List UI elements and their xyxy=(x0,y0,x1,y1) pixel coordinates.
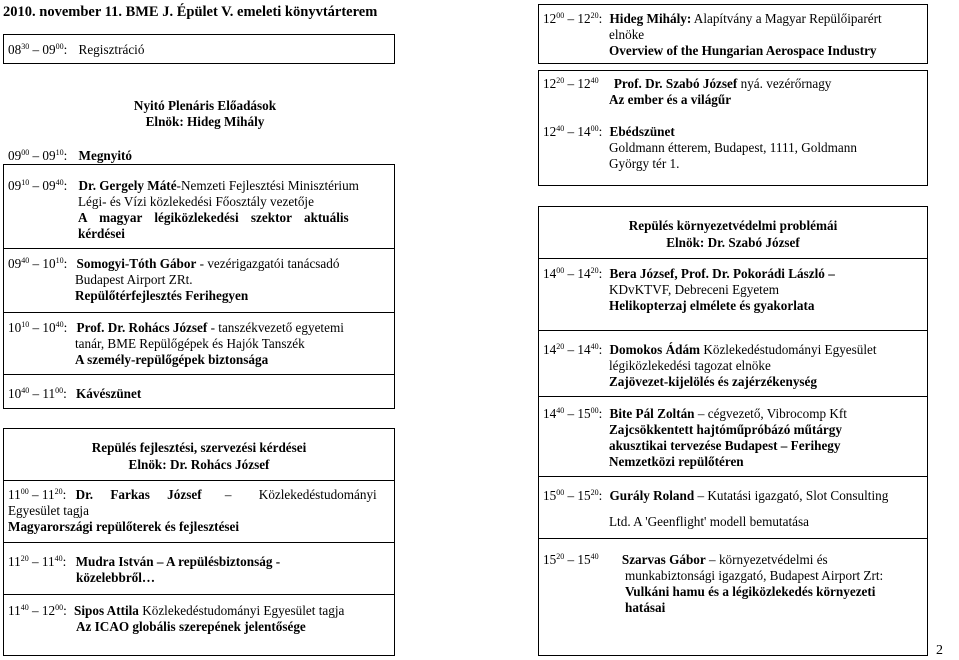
talk-title: Az ICAO globális szerepének jelentősége xyxy=(76,619,306,634)
lunch-label: Ebédszünet xyxy=(609,124,675,139)
opening-label: Megnyitó xyxy=(78,148,133,163)
szabo-entry: $12^{20} - 12^{40}$ Prof. Dr. Szabó József nyá. vezérőrnagy Az ember és a világűr xyxy=(543,76,927,108)
section3-title: Repülés környezetvédelmi problémái xyxy=(628,218,838,233)
speaker-name: Dr. Farkas József xyxy=(75,487,202,502)
section3-chair: Elnök: Dr. Szabó József xyxy=(666,235,800,250)
sipos-entry: $11^{40} - 12^{00}$: Sipos Attila Közlekedéstudományi Egyesület tagja Az ICAO globális szerepének jelentősége xyxy=(8,603,392,635)
plenary-box xyxy=(3,164,395,409)
speaker-name: Szarvas Gábor xyxy=(621,552,706,567)
talk-title: Vulkáni hamu és a légiközlekedés környezeti xyxy=(625,584,876,599)
section2-title: Repülés fejlesztési, szervezési kérdései xyxy=(91,440,307,455)
gergely-entry: $09^{10} - 09^{40}$: Dr. Gergely Máté-Nemzeti Fejlesztési Minisztérium Légi- és Vízi közlekedési Főosztály vezetője A magyar légiközlekedési szektor aktuális kérdései xyxy=(8,178,392,242)
bera-entry: $14^{00} - 14^{20}$: Bera József, Prof. Dr. Pokorádi László – KDvKTVF, Debreceni Egyetem Helikopterzaj elmélete és gyakorlata xyxy=(543,266,927,314)
talk-title: Zajcsökkentett hajtóműpróbázó műtárgy xyxy=(609,422,842,437)
page-title: 2010. november 11. BME J. Épület V. emeleti könyvtárterem xyxy=(3,4,378,20)
speaker-name: Bite Pál Zoltán xyxy=(609,406,695,421)
speaker-name: Dr. Gergely Máté xyxy=(78,178,177,193)
hideg-entry: $12^{00} - 12^{20}$: Hideg Mihály: Alapítvány a Magyar Repülőiparért elnöke Overview of the Hungarian Aerospace Industry xyxy=(543,11,927,59)
lunch-entry: $12^{40} - 14^{00}$: Ebédszünet Goldmann étterem, Budapest, 1111, Goldmann György tér 1. xyxy=(543,124,857,171)
speaker-name: Gurály Roland xyxy=(609,488,695,503)
talk-title: Helikopterzaj elmélete és gyakorlata xyxy=(609,298,815,313)
talk-title: Mudra István – A repülésbiztonság - xyxy=(75,554,281,569)
talk-title: A magyar légiközlekedési szektor aktuális xyxy=(78,210,349,225)
section2-chair: Elnök: Dr. Rohács József xyxy=(128,457,270,472)
mudra-entry: $11^{20} - 11^{40}$: Mudra István – A repülésbiztonság - közelebbről… xyxy=(8,554,281,585)
talk-title: Az ember és a világűr xyxy=(609,92,732,107)
coffee-row: $10^{40} - 11^{00}$: Kávészünet xyxy=(8,386,142,401)
domokos-entry: $14^{20} - 14^{40}$: Domokos Ádám Közlekedéstudományi Egyesület légiközlekedési tagozat elnöke Zajövezet-kijelölés és zajérzékenység xyxy=(543,342,927,390)
registration-label: Regisztráció xyxy=(78,42,145,57)
speaker-name: Prof. Dr. Rohács József xyxy=(76,320,208,335)
page-number: 2 xyxy=(936,643,943,658)
talk-title: Magyarországi repülőterek és fejlesztései xyxy=(8,519,240,534)
talk-title: Repülőtérfejlesztés Ferihegyen xyxy=(75,288,249,303)
registration-row: $08^{30} - 09^{00}$: Regisztráció xyxy=(8,42,145,57)
plenary-chair: Elnök: Hideg Mihály xyxy=(145,114,265,129)
speaker-name: Somogyi-Tóth Gábor xyxy=(76,256,197,271)
speaker-name: Sipos Attila xyxy=(74,603,139,618)
talk-title: Overview of the Hungarian Aerospace Industry xyxy=(609,43,877,58)
speaker-name: Domokos Ádám xyxy=(609,342,701,357)
speaker-name: Bera József, Prof. Dr. Pokorádi László xyxy=(609,266,825,281)
guraly-entry: $15^{00} - 15^{20}$: Gurály Roland – Kutatási igazgató, Slot Consulting Ltd. A 'Geenflight' modell bemutatása xyxy=(543,488,889,529)
speaker-name: Hideg Mihály: xyxy=(609,11,692,26)
plenary-title: Nyitó Plenáris Előadások xyxy=(133,98,277,113)
talk-title: Zajövezet-kijelölés és zajérzékenység xyxy=(609,374,817,389)
somogyi-entry: $09^{40} - 10^{10}$: Somogyi-Tóth Gábor - vezérigazgatói tanácsadó Budapest Airport ZRt. Repülőtérfejlesztés Ferihegyen xyxy=(8,256,392,304)
opening-row: $09^{00} - 09^{10}$: Megnyitó xyxy=(8,148,133,163)
talk-title: A személy-repülőgépek biztonsága xyxy=(75,352,269,367)
speaker-name: Prof. Dr. Szabó József xyxy=(613,76,738,91)
bite-entry: $14^{40} - 15^{00}$: Bite Pál Zoltán – cégvezető, Vibrocomp Kft Zajcsökkentett hajtóműpróbázó műtárgy akusztikai tervezése Budapest – Ferihegy Nemzetközi repülőtéren xyxy=(543,406,927,470)
rohacs-entry: $10^{10} - 10^{40}$: Prof. Dr. Rohács József - tanszékvezető egyetemi tanár, BME Repülőgépek és Hajók Tanszék A személy-repülőgépek biztonsága xyxy=(8,320,392,368)
coffee-label: Kávészünet xyxy=(76,386,142,401)
talk-title: Ltd. A 'Geenflight' modell bemutatása xyxy=(609,514,809,529)
farkas-entry: $11^{00} - 11^{20}$: Dr. Farkas József – Közlekedéstudományi Egyesület tagja Magyarországi repülőterek és fejlesztései xyxy=(8,487,392,535)
szarvas-entry: $15^{20} - 15^{40}$ Szarvas Gábor – környezetvédelmi és munkabiztonsági igazgató, Budapest Airport Zrt: Vulkáni hamu és a légiközlekedés környezeti hatásai xyxy=(543,552,927,616)
